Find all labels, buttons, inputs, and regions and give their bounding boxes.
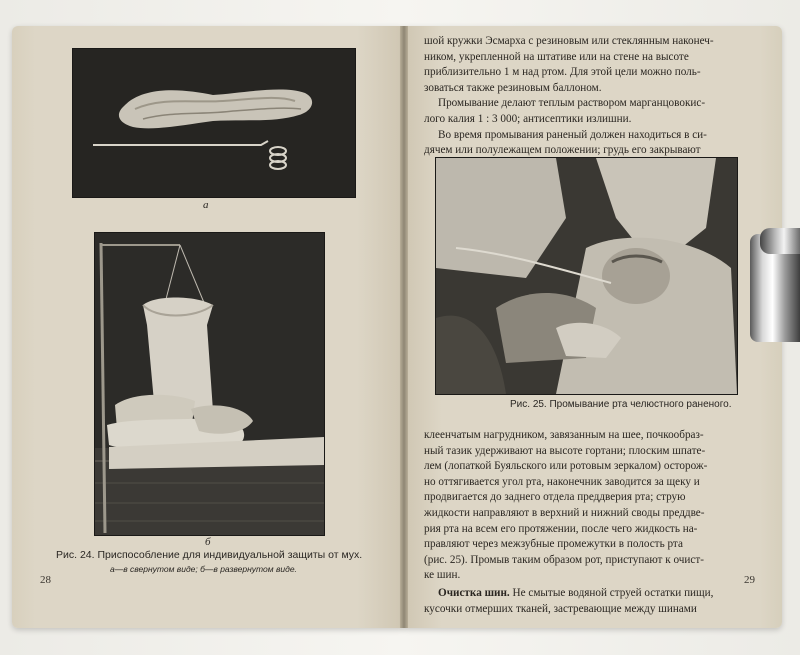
text-line: ный тазик удерживают на высоте гортани; плоским шпате- <box>424 444 706 457</box>
text-line: рия рта на всем его протяжении, после чего жидкость на- <box>424 522 698 535</box>
text-line: шой кружки Эсмарха с резиновым или стеклянным наконеч- <box>424 35 714 47</box>
text-line: Во время промывания раненый должен находиться в си- <box>438 128 707 141</box>
figure-24-caption: Рис. 24. Приспособление для индивидуальной защиты от мух. <box>56 549 363 561</box>
section-first-line <box>424 586 760 602</box>
text-line: Промывание делают теплым раствором марганцовокис- <box>438 97 706 110</box>
text-line: продвигается до заднего отдела преддверия рта; струю <box>424 491 686 504</box>
text-line: зоваться также резиновым баллоном. <box>424 81 602 94</box>
figure-24a-label: а <box>203 199 209 211</box>
figure-24b-photo <box>94 232 325 536</box>
figure-25-photo <box>435 157 738 395</box>
figure-25-caption: Рис. 25. Промывание рта челюстного раненого. <box>510 399 732 410</box>
right-bottom-text <box>424 428 760 617</box>
figure-24b-label: б <box>205 536 211 548</box>
page-number-left: 28 <box>40 574 51 586</box>
text-line: ке шин. <box>424 569 461 582</box>
page-number-right: 29 <box>744 574 755 586</box>
right-top-text <box>424 34 760 159</box>
book-spine <box>400 26 408 628</box>
text-line: лем (лопаткой Буяльского или ротовым зеркалом) осторож- <box>424 460 708 473</box>
text-line: но оттягивается угол рта, наконечник заводится за щеку и <box>424 475 700 488</box>
text-line: правляют через межзубные промежутки в полость рта <box>424 538 683 551</box>
text-line: дячем или полулежащем положении; грудь его закрывают <box>424 144 701 157</box>
text-line: жидкости направляют в верхний и нижний своды преддве- <box>424 506 705 519</box>
section-heading: Очистка шин. <box>438 586 510 599</box>
text-line: ником, укрепленной на штативе или на стене на высоте <box>424 50 689 63</box>
section-first-line-text: Не смытые водяной струей остатки пищи, <box>509 586 714 599</box>
metal-cylinder-cap <box>760 228 800 254</box>
text-line: кусочки отмерших тканей, застревающие между шинами <box>424 602 697 615</box>
text-line: клеенчатым нагрудником, завязанным на шее, почкообраз- <box>424 429 704 441</box>
figure-24a-photo <box>72 48 356 198</box>
figure-24-subcaption: а—в свернутом виде; б—в развернутом виде. <box>110 564 297 574</box>
text-line: приблизительно 1 м над ртом. Для этой цели можно поль- <box>424 66 701 79</box>
text-line: лого калия 1 : 3 000; антисептики излишни. <box>424 112 632 125</box>
text-line: (рис. 25). Промыв таким образом рот, приступают к очист- <box>424 553 704 566</box>
